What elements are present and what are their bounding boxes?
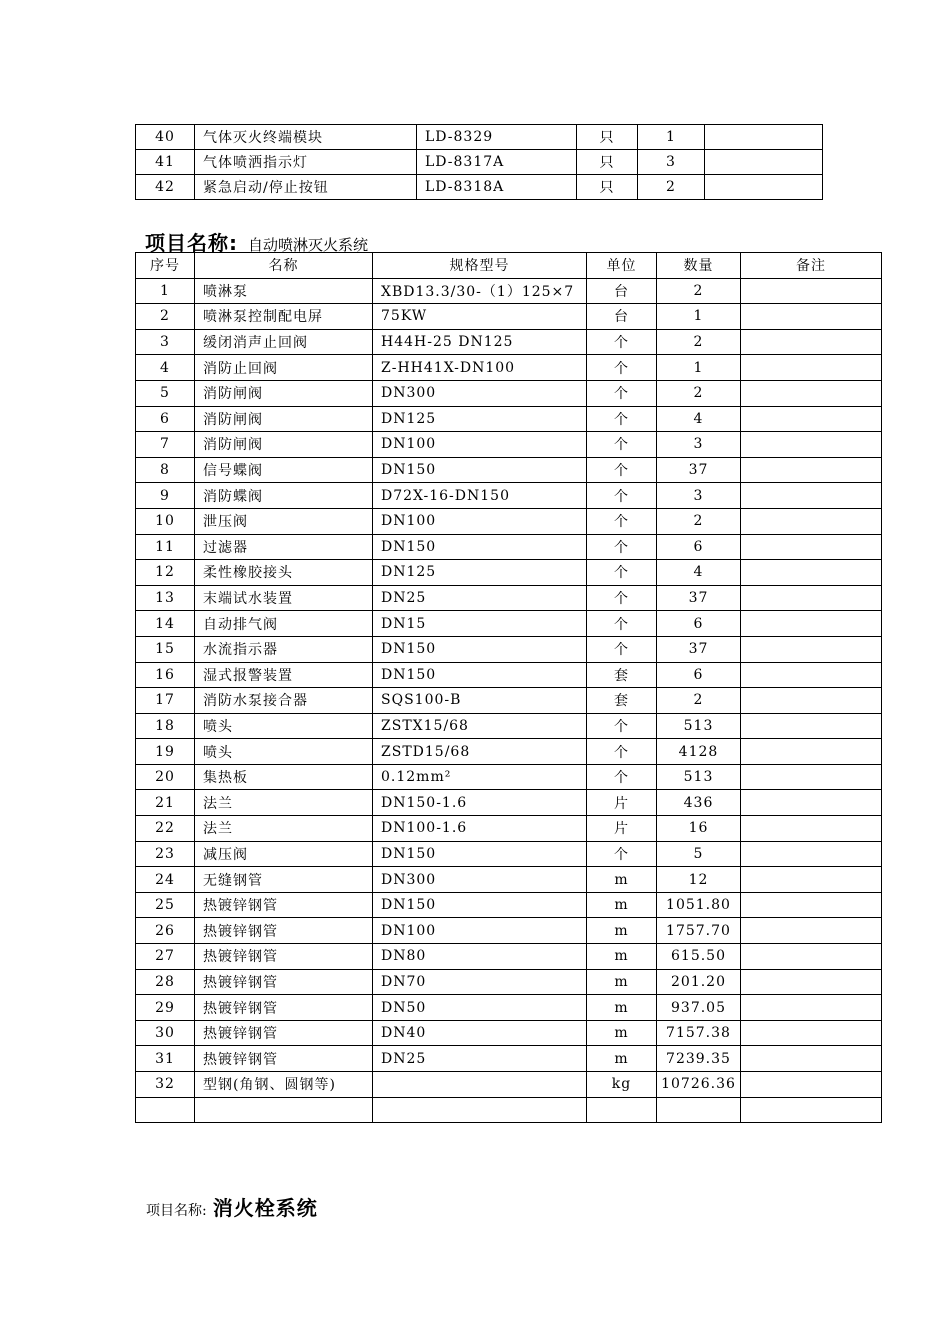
cell-unit: 个 [587,406,657,432]
cell-remark [741,662,882,688]
cell-spec: DN300 [373,867,587,893]
cell-spec: DN150 [373,892,587,918]
cell-spec: H44H-25 DN125 [373,329,587,355]
cell-spec: DN50 [373,995,587,1021]
cell-index: 10 [136,508,195,534]
table-row [136,560,882,586]
cell-quantity: 1051.80 [657,892,741,918]
table-row [136,1072,882,1098]
cell-quantity: 3 [657,432,741,458]
table-row [136,816,882,842]
table-row [136,175,823,200]
cell-unit: 个 [587,355,657,381]
cell-remark [741,713,882,739]
cell-name: 缓闭消声止回阀 [195,329,373,355]
cell-remark [741,304,882,330]
cell-unit: 个 [587,841,657,867]
cell-name: 集热板 [195,764,373,790]
cell-quantity: 4128 [657,739,741,765]
cell-unit: 片 [587,816,657,842]
cell-index: 21 [136,790,195,816]
cell-index: 1 [136,278,195,304]
cell-index: 14 [136,611,195,637]
cell-quantity: 513 [657,713,741,739]
cell-name [195,1097,373,1123]
cell-index: 6 [136,406,195,432]
cell-spec: DN150 [373,841,587,867]
cell-remark [741,790,882,816]
cell-index: 41 [136,150,195,175]
cell-quantity: 12 [657,867,741,893]
cell-quantity: 4 [657,560,741,586]
header-unit: 单位 [587,253,657,279]
cell-unit: 台 [587,278,657,304]
table-row [136,278,882,304]
cell-name: 法兰 [195,816,373,842]
cell-unit: 个 [587,560,657,586]
table-row [136,918,882,944]
table-row [136,662,882,688]
cell-quantity: 513 [657,764,741,790]
cell-spec: 0.12mm² [373,764,587,790]
header-quantity: 数量 [657,253,741,279]
cell-quantity: 2 [657,380,741,406]
cell-remark [741,534,882,560]
cell-quantity: 3 [638,150,705,175]
cell-remark [741,739,882,765]
cell-index: 40 [136,125,195,150]
cell-spec: SQS100-B [373,688,587,714]
cell-index: 12 [136,560,195,586]
cell-remark [741,1046,882,1072]
table-row [136,611,882,637]
cell-name: 气体喷洒指示灯 [195,150,417,175]
cell-index: 29 [136,995,195,1021]
cell-spec: LD-8317A [417,150,577,175]
cell-remark [741,508,882,534]
cell-quantity: 436 [657,790,741,816]
cell-remark [741,355,882,381]
project-name-value: 自动喷淋灭火系统 [248,236,369,254]
cell-name: 过滤器 [195,534,373,560]
cell-quantity: 2 [657,329,741,355]
cell-quantity: 10726.36 [657,1072,741,1098]
cell-quantity: 937.05 [657,995,741,1021]
cell-unit: m [587,969,657,995]
table-row [136,1046,882,1072]
cell-name: 消防止回阀 [195,355,373,381]
cell-name: 泄压阀 [195,508,373,534]
cell-name: 热镀锌钢管 [195,918,373,944]
cell-remark [741,867,882,893]
table-row [136,125,823,150]
cell-remark [741,636,882,662]
cell-quantity: 1 [657,355,741,381]
sprinkler-equipment-table [135,252,882,1123]
cell-unit: 个 [587,457,657,483]
cell-spec: DN25 [373,585,587,611]
cell-index [136,1097,195,1123]
cell-index: 22 [136,816,195,842]
cell-index: 5 [136,380,195,406]
cell-quantity: 615.50 [657,944,741,970]
table-row [136,1020,882,1046]
table-row [136,790,882,816]
cell-unit: 个 [587,483,657,509]
cell-index: 20 [136,764,195,790]
table-header-row [136,253,882,279]
table-row [136,406,882,432]
cell-unit: m [587,1046,657,1072]
cell-unit: m [587,944,657,970]
header-spec: 规格型号 [373,253,587,279]
cell-quantity: 16 [657,816,741,842]
cell-index: 42 [136,175,195,200]
cell-quantity: 201.20 [657,969,741,995]
cell-remark [741,688,882,714]
cell-unit: m [587,918,657,944]
table-row [136,995,882,1021]
project-name-label: 项目名称: [146,1203,207,1219]
cell-index: 17 [136,688,195,714]
cell-unit: kg [587,1072,657,1098]
cell-name: 热镀锌钢管 [195,892,373,918]
cell-index: 9 [136,483,195,509]
hydrant-project-heading [146,1192,318,1221]
cell-quantity [657,1097,741,1123]
cell-spec [373,1072,587,1098]
table-row [136,841,882,867]
cell-unit: 片 [587,790,657,816]
cell-name: 末端试水装置 [195,585,373,611]
cell-unit: 套 [587,688,657,714]
cell-quantity: 37 [657,636,741,662]
table-row [136,585,882,611]
cell-unit: 个 [587,739,657,765]
cell-spec: DN100-1.6 [373,816,587,842]
cell-name: 无缝钢管 [195,867,373,893]
cell-remark [741,611,882,637]
cell-unit: 只 [577,175,638,200]
cell-quantity: 1 [638,125,705,150]
cell-name: 热镀锌钢管 [195,995,373,1021]
cell-unit: m [587,995,657,1021]
cell-name: 喷头 [195,713,373,739]
cell-spec: DN150 [373,662,587,688]
cell-index: 15 [136,636,195,662]
cell-unit: m [587,867,657,893]
cell-name: 消防水泵接合器 [195,688,373,714]
cell-index: 26 [136,918,195,944]
cell-remark [741,969,882,995]
cell-spec: DN150 [373,457,587,483]
cell-name: 喷淋泵 [195,278,373,304]
cell-quantity: 6 [657,611,741,637]
cell-spec: XBD13.3/30-（1）125×7 [373,278,587,304]
header-name: 名称 [195,253,373,279]
cell-name: 热镀锌钢管 [195,969,373,995]
cell-unit: 个 [587,534,657,560]
cell-spec: Z-HH41X-DN100 [373,355,587,381]
cell-name: 喷淋泵控制配电屏 [195,304,373,330]
cell-spec: DN150 [373,636,587,662]
cell-index: 27 [136,944,195,970]
cell-remark [741,1072,882,1098]
table-row [136,483,882,509]
cell-spec: LD-8329 [417,125,577,150]
cell-spec: LD-8318A [417,175,577,200]
cell-remark [741,918,882,944]
cell-name: 自动排气阀 [195,611,373,637]
cell-remark [741,816,882,842]
cell-unit: 个 [587,611,657,637]
cell-index: 3 [136,329,195,355]
table-row [136,713,882,739]
cell-spec: DN15 [373,611,587,637]
cell-spec [373,1097,587,1123]
cell-remark [705,175,823,200]
cell-spec: DN300 [373,380,587,406]
cell-index: 13 [136,585,195,611]
cell-name: 湿式报警装置 [195,662,373,688]
cell-spec: DN25 [373,1046,587,1072]
cell-remark [741,329,882,355]
table-row [136,867,882,893]
cell-quantity: 7239.35 [657,1046,741,1072]
table-row [136,688,882,714]
cell-name: 消防闸阀 [195,406,373,432]
cell-index: 23 [136,841,195,867]
table-row [136,508,882,534]
table-row [136,534,882,560]
cell-index: 4 [136,355,195,381]
cell-unit: 个 [587,636,657,662]
project-name-value: 消火栓系统 [212,1196,318,1220]
cell-name: 消防闸阀 [195,432,373,458]
cell-name: 紧急启动/停止按钮 [195,175,417,200]
cell-name: 热镀锌钢管 [195,1020,373,1046]
cell-spec: DN70 [373,969,587,995]
cell-remark [741,1020,882,1046]
cell-spec: DN100 [373,432,587,458]
sprinkler-table-body [136,278,882,1123]
table-row [136,764,882,790]
cell-remark [705,150,823,175]
cell-index: 19 [136,739,195,765]
cell-index: 31 [136,1046,195,1072]
cell-quantity: 2 [657,688,741,714]
cell-unit: 个 [587,713,657,739]
table-row [136,380,882,406]
cell-quantity: 7157.38 [657,1020,741,1046]
cell-name: 消防蝶阀 [195,483,373,509]
cell-spec: DN150 [373,534,587,560]
cell-remark [705,125,823,150]
cell-spec: ZSTX15/68 [373,713,587,739]
cell-name: 喷头 [195,739,373,765]
table-row [136,636,882,662]
cell-remark [741,585,882,611]
cell-quantity: 5 [657,841,741,867]
cell-spec: D72X-16-DN150 [373,483,587,509]
cell-remark [741,457,882,483]
table-row [136,304,882,330]
cell-name: 热镀锌钢管 [195,1046,373,1072]
cell-index: 32 [136,1072,195,1098]
cell-remark [741,1097,882,1123]
cell-quantity: 6 [657,662,741,688]
cell-index: 2 [136,304,195,330]
cell-remark [741,995,882,1021]
cell-spec: DN40 [373,1020,587,1046]
table-row [136,969,882,995]
cell-unit: 个 [587,764,657,790]
table-row [136,329,882,355]
cell-name: 信号蝶阀 [195,457,373,483]
cell-quantity: 2 [657,278,741,304]
cell-quantity: 2 [638,175,705,200]
cell-spec: DN100 [373,508,587,534]
cell-index: 28 [136,969,195,995]
cell-unit: 台 [587,304,657,330]
cell-quantity: 6 [657,534,741,560]
cell-unit: 个 [587,380,657,406]
cell-spec: ZSTD15/68 [373,739,587,765]
table-row [136,355,882,381]
cell-remark [741,560,882,586]
cell-spec: DN125 [373,406,587,432]
table-row [136,457,882,483]
cell-unit: 只 [577,125,638,150]
table-row [136,739,882,765]
cell-remark [741,432,882,458]
cell-unit: m [587,1020,657,1046]
cell-name: 消防闸阀 [195,380,373,406]
cell-spec: DN150-1.6 [373,790,587,816]
cell-remark [741,406,882,432]
header-remark: 备注 [741,253,882,279]
cell-unit: 套 [587,662,657,688]
cell-quantity: 2 [657,508,741,534]
cell-name: 热镀锌钢管 [195,944,373,970]
cell-name: 法兰 [195,790,373,816]
cell-index: 7 [136,432,195,458]
cell-quantity: 37 [657,585,741,611]
cell-remark [741,764,882,790]
header-index: 序号 [136,253,195,279]
cell-quantity: 4 [657,406,741,432]
cell-remark [741,380,882,406]
cell-name: 型钢(角钢、圆钢等) [195,1072,373,1098]
cell-quantity: 1 [657,304,741,330]
cell-remark [741,483,882,509]
cell-remark [741,944,882,970]
project-name-label: 项目名称: [145,231,238,255]
cell-index: 16 [136,662,195,688]
cell-quantity: 37 [657,457,741,483]
table-row [136,1097,882,1123]
cell-unit: 个 [587,329,657,355]
cell-spec: 75KW [373,304,587,330]
cell-quantity: 1757.70 [657,918,741,944]
cell-index: 30 [136,1020,195,1046]
cell-unit: 个 [587,432,657,458]
cell-index: 25 [136,892,195,918]
table-row [136,432,882,458]
top-equipment-table [135,124,823,200]
cell-remark [741,278,882,304]
cell-index: 24 [136,867,195,893]
cell-index: 8 [136,457,195,483]
table-row [136,892,882,918]
table-row [136,944,882,970]
cell-unit [587,1097,657,1123]
cell-spec: DN100 [373,918,587,944]
cell-spec: DN125 [373,560,587,586]
cell-index: 18 [136,713,195,739]
cell-name: 水流指示器 [195,636,373,662]
cell-unit: 个 [587,585,657,611]
top-table-body [136,125,823,200]
cell-remark [741,841,882,867]
cell-unit: m [587,892,657,918]
cell-name: 柔性橡胶接头 [195,560,373,586]
cell-index: 11 [136,534,195,560]
table-row [136,150,823,175]
cell-name: 气体灭火终端模块 [195,125,417,150]
cell-spec: DN80 [373,944,587,970]
cell-unit: 个 [587,508,657,534]
cell-remark [741,892,882,918]
cell-name: 减压阀 [195,841,373,867]
cell-unit: 只 [577,150,638,175]
cell-quantity: 3 [657,483,741,509]
